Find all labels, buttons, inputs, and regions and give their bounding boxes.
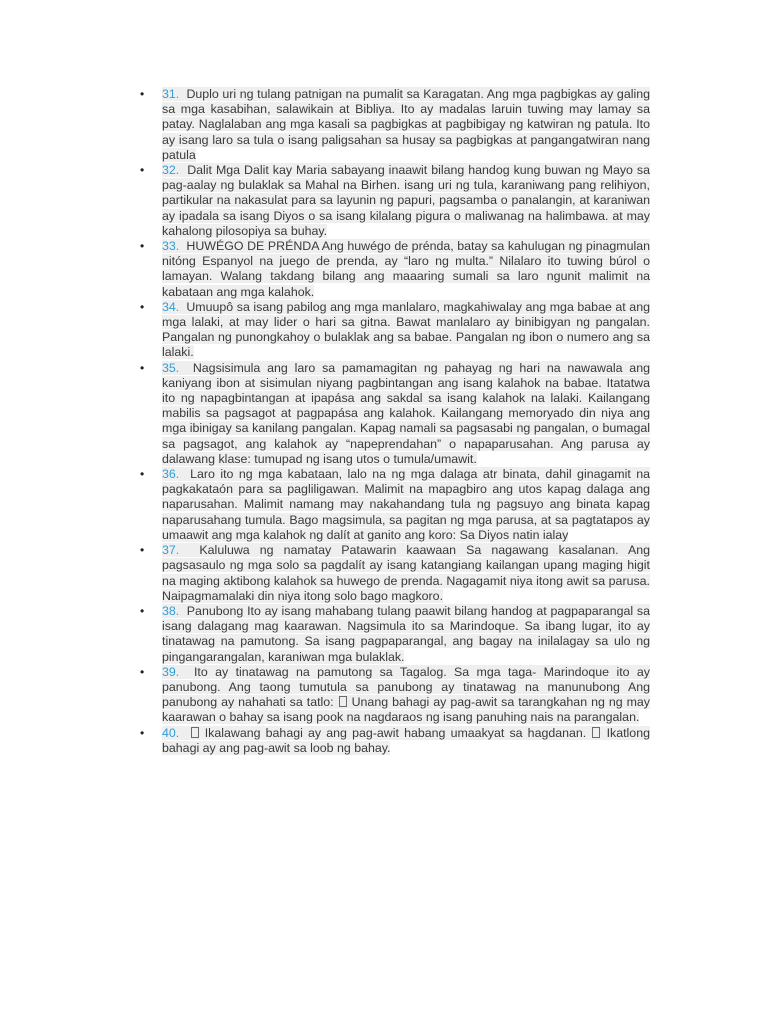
list-item [140, 543, 650, 604]
item-number: 32. [162, 163, 180, 178]
bullet-icon: • [140, 360, 145, 375]
list-item [140, 664, 650, 726]
paragraph-text [162, 239, 650, 299]
list-item [140, 603, 650, 665]
bullet-icon: • [140, 299, 145, 314]
list-item [140, 87, 650, 163]
item-text: Nagsisimula ang laro sa pamamagitan ng pahayag ng hari na nawawala ang kaniyang ibon at sisimulan niyang pagbintangan ang isang kalahok na babae. Itatatwa ito ng napagbintangan at ipapása ang sakdal sa isang kalahok na lalaki. Kailangang mabilis sa pagsagot at pagpapása ang kalahok. Kailangang memoryado din niya ang mga ibinigay sa kanilang pangalan. Kapag namali sa pagsasabi ng pangalan, o bumagal sa pagsagot, ang kalahok ay “napeprendahan” o napaparusahan. Ang parusa ay dalawang klase: tumupad ng isang utos o tumula/umawit. [162, 360, 650, 466]
bullet-icon: • [140, 467, 145, 482]
bullet-icon: • [140, 163, 145, 178]
bullet-icon: • [140, 664, 145, 679]
item-text-b: Unang bahagi ay pag-awit sa tarangkahan ng ng may kaarawan o bahay sa isang pook na nagdaraos ng isang panuhing nais na parangalan. [162, 695, 650, 725]
paragraph-text [162, 300, 650, 360]
item-text: Dalit Mga Dalit kay Maria sabayang inaawit bilang handog kung buwan ng Mayo sa pag-aalay ng bulaklak sa Mahal na Birhen. isang uri ng tula, karaniwang pang relihiyon, partikular na nakasulat para sa layunin ng papuri, pagsamba o panalangin, at karaniwan ay ipadala sa isang Diyos o sa isang kilalang pigura o maliwanag na halimbawa. at may kahalong pilosopiya sa buhay. [162, 163, 651, 238]
missing-glyph-icon [592, 727, 600, 738]
document-page [0, 87, 768, 756]
paragraph-text [162, 163, 650, 238]
paragraph-text [162, 726, 650, 755]
item-number: 40. [162, 725, 180, 740]
list-item [140, 360, 650, 467]
paragraph-text [162, 361, 650, 466]
list-item [140, 299, 650, 361]
item-number: 38. [162, 603, 180, 618]
bullet-icon: • [140, 725, 145, 740]
paragraph-text [162, 467, 650, 542]
item-text-a: Ito ay tinatawag na pamutong sa Tagalog. Sa mga taga- Marindoque ito ay panubong. Ang taong tumutula sa panubong ay tinatawag na manunubong Ang panubong ay nahahati sa tatlo: [162, 664, 650, 710]
item-number: 36. [162, 467, 180, 482]
item-text: HUWÉGO DE PRÉNDA Ang huwégo de prénda, batay sa kahulugan ng pinagmulan nitóng Espanyol na juego de prenda, ay “laro ng multa.” Nilalaro ito tuwing búrol o lamayan. Walang takdang bilang ang maaaring sumali sa laro ngunit malimit na kabataan ang mga kalahok. [162, 239, 650, 299]
item-number: 35. [162, 360, 180, 375]
item-number: 39. [162, 664, 180, 679]
item-number: 34. [162, 299, 180, 314]
item-text: Laro ito ng mga kabataan, lalo na ng mga dalaga atr binata, dahil ginagamit na pagkakataón para sa pagliligawan. Malimit na mapagbiro ang utos kapag dalaga ang naparusahan. Malimit namang may nakahandang tula ng pagsuyo ang binata kapag naparusahang tumula. Bago magsimula, sa pagitan ng mga parusa, at sa pagtatapos ay umaawit ang mga kalahok ng dalít at ganito ang koro: Sa Diyos natin ialay [162, 467, 651, 542]
item-number: 31. [162, 87, 180, 101]
list-item [140, 725, 650, 756]
bullet-icon: • [140, 87, 145, 101]
item-text: Duplo uri ng tulang patnigan na pumalit sa Karagatan. Ang mga pagbigkas ay galing sa mga kasabihan, salawikain at Bibliya. Ito ay madalas laruin tuwing may lamay sa patay. Naglalaban ang mga kasali sa pagbigkas at pagbibigay ng katwiran ng patula. Ito ay isang laro sa tula o isang paligsahan sa husay sa pagbigkas at pangangatwiran nang patula [162, 87, 650, 162]
missing-glyph-icon [191, 727, 199, 738]
item-number: 37. [162, 543, 180, 558]
bullet-icon: • [140, 543, 145, 558]
numbered-list [0, 87, 768, 756]
item-text: Panubong Ito ay isang mahabang tulang paawit bilang handog at pagpaparangal sa isang dalagang mag kaarawan. Nagsimula ito sa Marindoque. Sa ibang lugar, ito ay tinatawag na pamutong. Sa isang pagpaparangal, ang bagay na inilalagay sa ulo ng pingangarangalan, karaniwan mga bulaklak. [162, 603, 650, 664]
item-text-b: Ikatlong bahagi ay ang pag-awit sa loob ng bahay. [162, 725, 650, 755]
item-text-a: Ikalawang bahagi ay ang pag-awit habang umaakyat sa hagdanan. [204, 725, 587, 740]
paragraph-text [162, 665, 650, 725]
paragraph-text [162, 604, 650, 664]
item-text: Umuupô sa isang pabilog ang mga manlalaro, magkahiwalay ang mga babae at ang mga lalaki, at may lider o hari sa gitna. Bawat manlalaro ay binibigyan ng pangalan. Pangalan ng punongkahoy o bulaklak ang sa babae. Pangalan ng ibon o numero ang sa lalaki. [162, 299, 650, 360]
item-number: 33. [162, 239, 180, 254]
list-item [140, 163, 651, 239]
paragraph-text [162, 543, 650, 603]
bullet-icon: • [140, 239, 145, 254]
paragraph-text [162, 87, 650, 162]
item-text: Kaluluwa ng namatay Patawarin kaawaan Sa nagawang kasalanan. Ang pagsasaulo ng mga solo sa pagdalít ay isang katangiang kailangan upang maging higit na maging aktibong kalahok sa huwego de prenda. Nagagamit niya itong awit sa parusa. Naipagmamalaki din niya itong solo bago magkoro. [162, 543, 650, 603]
bullet-icon: • [140, 603, 145, 618]
list-item [140, 467, 651, 543]
list-item [140, 239, 650, 300]
missing-glyph-icon [339, 696, 347, 707]
